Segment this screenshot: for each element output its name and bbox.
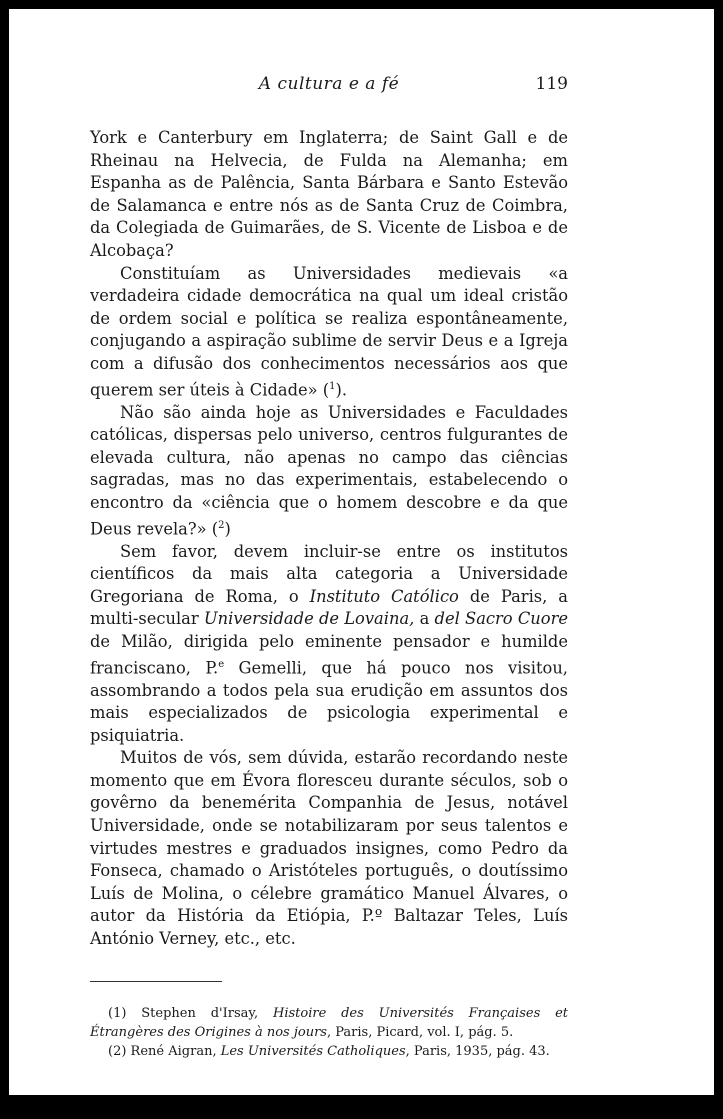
book-page [90, 70, 568, 1061]
page-number: 119 [535, 74, 568, 94]
paragraph-1 [90, 127, 568, 263]
footnote-2-title: Les Universités Catholiques [220, 1043, 406, 1059]
paragraph-4-text-a: Sem favor, devem incluir-se entre os institutos científicos da mais alta categoria a Universidade Gregoriana de Roma, o [90, 541, 568, 606]
paragraph-5 [90, 747, 568, 950]
paragraph-5-text: Muitos de vós, sem dúvida, estarão recordando neste momento que em Évora floresceu durante séculos, sob o govêrno da benemérita Companhia de Jesus, notável Universidade, onde se notabilizaram por seus talentos e virtudes mestres e graduados insignes, como Pedro da Fonseca, chamado o Aristóteles português, o doutíssimo Luís de Molina, o célebre gramático Manuel Álvares, o autor da História da Etiópia, P.º Baltazar Teles, Luís António Verney, etc., etc. [90, 748, 568, 949]
footnote-1-mark: (1) [108, 1005, 127, 1021]
footnote-2-pub: , Paris, 1935, pág. 43. [405, 1043, 550, 1059]
footnote-2-author: René Aigran, [126, 1043, 221, 1059]
footnote-1-pub: , Paris, Picard, vol. I, pág. 5. [326, 1024, 514, 1040]
footnotes [90, 1004, 568, 1061]
footnote-1-title: Histoire des Universités Françaises et Étrangères des Origines à nos jours [90, 1005, 569, 1040]
footnote-ref-1: 1 [329, 380, 336, 392]
footnote-2 [90, 1042, 568, 1061]
paragraph-1-text: York e Canterbury em Inglaterra; de Saint Gall e de Rheinau na Helvecia, de Fulda na Alemanha; em Espanha as de Palência, Santa Bárbara e Santo Estevão de Salamanca e entre nós as de Santa Cruz de Coimbra, da Colegiada de Guimarães, de S. Vicente de Lisboa e de Alcobaça? [90, 128, 568, 260]
footnote-ref-2: 2 [218, 519, 225, 531]
running-head [90, 70, 568, 104]
paragraph-2-text: Constituíam as Universidades medievais «a verdadeira cidade democrática na qual um ideal cristão de ordem social e política se realiza espontâneamente, conjugando a aspiração sublime de servir Deus e a Igreja com a difusão dos conhecimentos necessários aos que querem ser úteis à Cidade» ( [90, 263, 568, 399]
footnote-rule [90, 981, 222, 982]
universidade-lovaina-italic: Universidade de Lovaina, [203, 609, 415, 629]
paragraph-4-text-e: a [414, 609, 435, 629]
abbrev-superscript: e [218, 658, 225, 670]
paragraph-3 [90, 402, 568, 541]
paragraph-4-text-h: Gemelli, que há pouco nos visitou, assombrando a todos pela sua erudição em assuntos dos mais especializados de psicologia experimental e psiquiatria. [90, 657, 568, 745]
paragraph-4 [90, 541, 568, 748]
sacro-cuore-italic: del Sacro Cuore [434, 609, 569, 629]
instituto-catolico-italic: Instituto Católico [309, 586, 459, 606]
body-text [90, 127, 568, 951]
running-title: A cultura e a fé [258, 74, 400, 94]
paragraph-4-text-g: de Milão, dirigida pelo eminente pensador e humilde franciscano, P. [90, 631, 568, 677]
paragraph-3-end: ) [224, 518, 231, 538]
footnote-1 [90, 1004, 568, 1042]
paragraph-2 [90, 263, 568, 402]
paragraph-3-text: Não são ainda hoje as Universidades e Faculdades católicas, dispersas pelo universo, centros fulgurantes de elevada cultura, não apenas no campo das ciências sagradas, mas no das experimentais, estabelecendo o encontro da «ciência que o homem descobre e da que Deus revela?» ( [90, 402, 568, 538]
paragraph-4-text-c: de Paris, a multi-secular [90, 586, 568, 629]
footnote-1-author: Stephen d'Irsay, [126, 1005, 273, 1021]
paragraph-2-end: ). [335, 379, 348, 399]
footnote-2-mark: (2) [108, 1043, 127, 1059]
